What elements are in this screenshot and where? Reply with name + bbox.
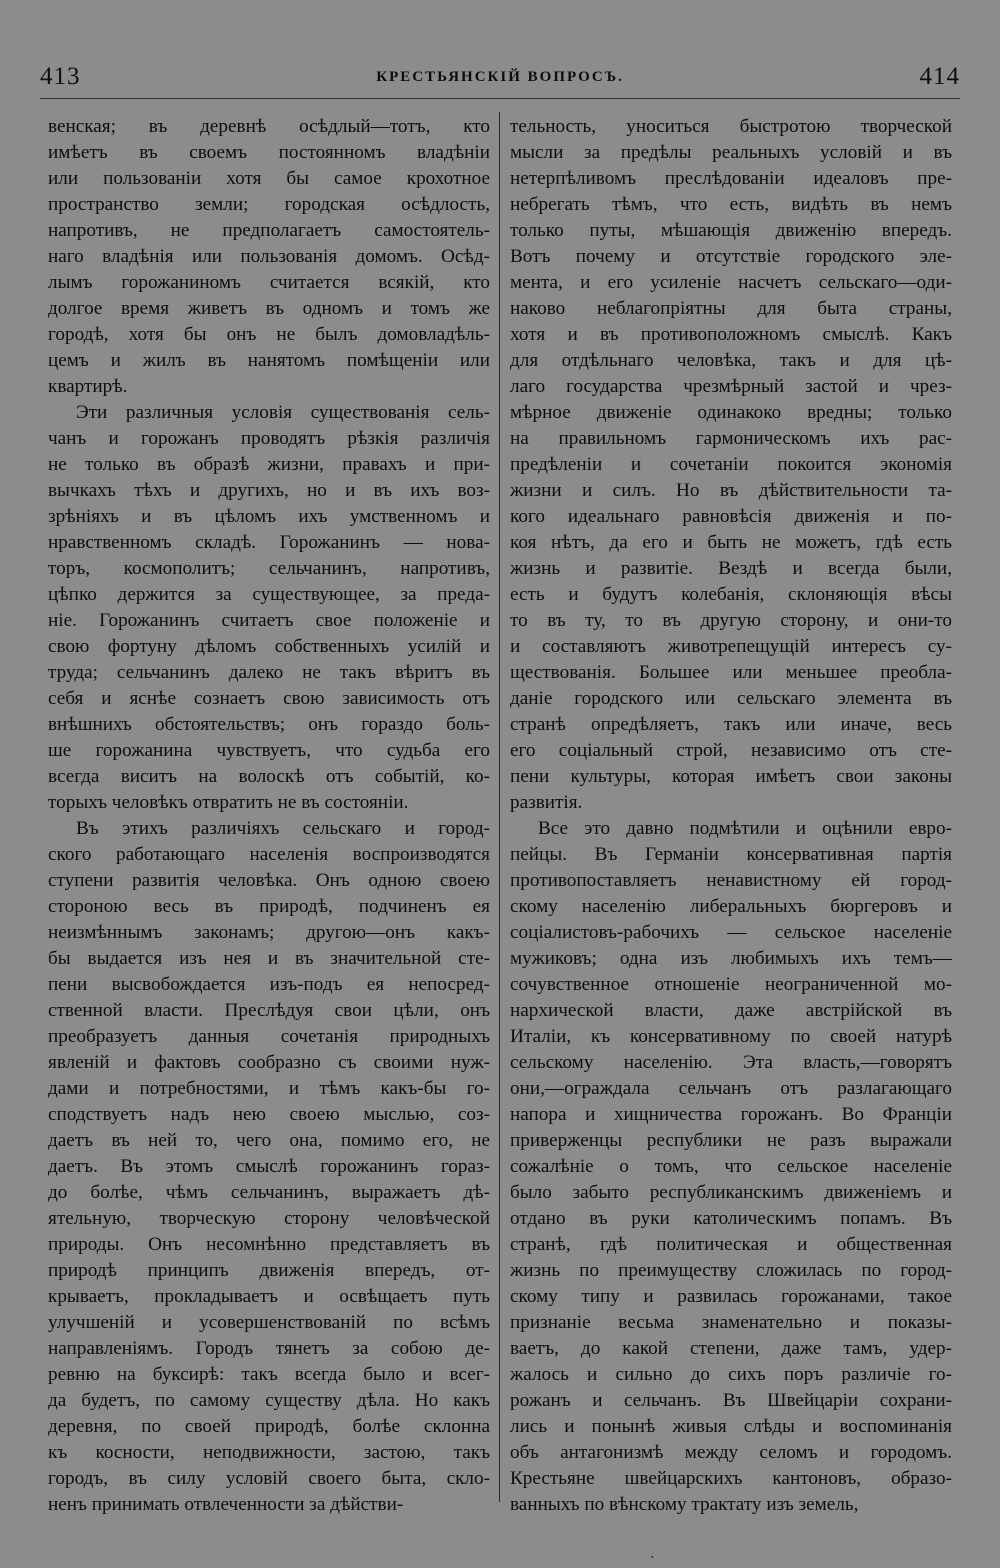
text-line: есть и будутъ колебанія, склоняющія вѣсы bbox=[510, 584, 952, 605]
text-line: сельскому населенію. Эта власть,—говорятъ bbox=[510, 1052, 952, 1073]
text-line: пейцы. Въ Германіи консервативная партія bbox=[510, 844, 952, 865]
text-line: было забыто республиканскимъ движеніемъ и bbox=[510, 1182, 952, 1203]
text-line: ненъ принимать отвлеченности за дѣйстви- bbox=[48, 1494, 404, 1515]
text-line: ского работающаго населенія воспроизводятся bbox=[48, 844, 490, 865]
text-line: ревню на буксирѣ: такъ всегда было и всег- bbox=[48, 1364, 490, 1385]
text-line: признаніе весьма знаменательно и показы- bbox=[510, 1312, 952, 1333]
text-line: улучшеній и усовершенствованій по всѣмъ bbox=[48, 1312, 490, 1333]
text-line: напротивъ, не предполагаетъ самостоятель- bbox=[48, 220, 490, 241]
text-line: развитія. bbox=[510, 792, 583, 813]
text-line: направленіямъ. Городъ тянетъ за собою де- bbox=[48, 1338, 490, 1359]
header-rule bbox=[40, 98, 960, 99]
text-line: лись и понынѣ живыя слѣды и воспоминанія bbox=[510, 1416, 952, 1437]
text-line: внѣшнихъ обстоятельствъ; онъ гораздо боль- bbox=[48, 714, 490, 735]
text-line: венская; въ деревнѣ осѣдлый—тотъ, кто bbox=[48, 116, 490, 137]
text-line: наково неблагопріятны для быта страны, bbox=[510, 298, 952, 319]
text-line: Крестьяне швейцарскихъ кантоновъ, образо- bbox=[510, 1468, 952, 1489]
text-line: цемъ и жилъ въ нанятомъ помѣщеніи или bbox=[48, 350, 490, 371]
text-line: да будетъ, по самому существу дѣла. Но какъ bbox=[48, 1390, 490, 1411]
text-line: ществованія. Большее или меньшее преобла- bbox=[510, 662, 952, 683]
text-line: напора и хищничества горожанъ. Во Франціи bbox=[510, 1104, 952, 1125]
text-line: Эти различныя условія существованія сель- bbox=[76, 402, 490, 423]
page-header bbox=[40, 60, 960, 94]
text-line: даніе городского или сельскаго элемента въ bbox=[510, 688, 952, 709]
text-line: труда; сельчанинъ далеко не такъ вѣритъ въ bbox=[48, 662, 490, 683]
text-line: торыхъ человѣкъ отвратить не въ состояніи. bbox=[48, 792, 409, 813]
text-line: чанъ и горожанъ проводятъ рѣзкія различія bbox=[48, 428, 490, 449]
text-line: сочувственное отношеніе неограниченной мо- bbox=[510, 974, 952, 995]
text-line: коя нѣтъ, да его и быть не можетъ, гдѣ есть bbox=[510, 532, 952, 553]
text-line: для отдѣльнаго человѣка, такъ и для цѣ- bbox=[510, 350, 952, 371]
text-line: къ косности, неподвижности, застою, такъ bbox=[48, 1442, 490, 1463]
text-line: только путы, мѣшающія движенію впередъ. bbox=[510, 220, 952, 241]
text-line: мысли за предѣлы реальныхъ условій и въ bbox=[510, 142, 952, 163]
text-line: кого идеальнаго равновѣсія движенія и по- bbox=[510, 506, 952, 527]
text-line: нравственномъ складѣ. Горожанинъ — нова- bbox=[48, 532, 490, 553]
text-line: Все это давно подмѣтили и оцѣнили евро- bbox=[538, 818, 952, 839]
text-line: тельность, уноситься быстротою творческой bbox=[510, 116, 952, 137]
text-line: на правильномъ гармоническомъ ихъ рас- bbox=[510, 428, 952, 449]
text-line: неизмѣннымъ законамъ; другою—онъ какъ- bbox=[48, 922, 490, 943]
right-column bbox=[510, 114, 952, 1518]
text-line: нетерпѣливомъ преслѣдованіи идеаловъ пре- bbox=[510, 168, 952, 189]
text-line: и составляютъ животрепещущій интересъ су- bbox=[510, 636, 952, 657]
text-line: мужиковъ; одна изъ любимыхъ ихъ темъ— bbox=[510, 948, 952, 969]
text-line: рожанъ и сельчанъ. Въ Швейцаріи сохрани- bbox=[510, 1390, 952, 1411]
text-line: сожалѣніе о томъ, что сельское населеніе bbox=[510, 1156, 952, 1177]
text-line: преобразуетъ данныя сочетанія природныхъ bbox=[48, 1026, 490, 1047]
text-line: себя и яснѣе сознаетъ свою зависимость отъ bbox=[48, 688, 490, 709]
text-line: городъ, въ силу условій своего быта, скло- bbox=[48, 1468, 490, 1489]
text-line: Италіи, къ консервативному по своей натурѣ bbox=[510, 1026, 952, 1047]
text-line: лаго государства чрезмѣрный застой и чрез- bbox=[510, 376, 952, 397]
text-line: то въ ту, то въ другую сторону, и они-то bbox=[510, 610, 952, 631]
text-line: Вотъ почему и отсутствіе городского эле- bbox=[510, 246, 952, 267]
text-line: Въ этихъ различіяхъ сельскаго и город- bbox=[76, 818, 490, 839]
text-line: торъ, космополитъ; сельчанинъ, напротивъ, bbox=[48, 558, 490, 579]
text-line: или пользованіи хотя бы самое крохотное bbox=[48, 168, 490, 189]
stray-mark: ˏ bbox=[650, 1544, 655, 1559]
column-divider bbox=[499, 112, 500, 1502]
text-line: наго владѣнія или пользованія домомъ. Осѣд- bbox=[48, 246, 490, 267]
text-line: природѣ принципъ движенія впередъ, от- bbox=[48, 1260, 490, 1281]
text-line: зрѣніяхъ и въ цѣломъ ихъ умственномъ и bbox=[48, 506, 490, 527]
text-line: свою фортуну дѣломъ собственныхъ усилій и bbox=[48, 636, 490, 657]
text-line: мента, и его усиленіе насчетъ сельскаго—оди- bbox=[510, 272, 952, 293]
text-line: противопоставляетъ ненавистному ей город- bbox=[510, 870, 952, 891]
text-line: ніе. Горожанинъ считаетъ свое положеніе и bbox=[48, 610, 490, 631]
text-line: пени культуры, которая имѣетъ свои законы bbox=[510, 766, 952, 787]
text-line: нархической власти, даже австрійской въ bbox=[510, 1000, 952, 1021]
text-line: объ антагонизмѣ между селомъ и городомъ. bbox=[510, 1442, 952, 1463]
text-line: жизни и силъ. Но въ дѣйствительности та- bbox=[510, 480, 952, 501]
text-line: цѣпко держится за существующее, за преда- bbox=[48, 584, 490, 605]
text-line: небрегать тѣмъ, что есть, видѣть въ немъ bbox=[510, 194, 952, 215]
text-line: скому населенію либеральныхъ бюргеровъ и bbox=[510, 896, 952, 917]
text-line: они,—ограждала сельчанъ отъ разлагающаго bbox=[510, 1078, 952, 1099]
text-line: жизнь и развитіе. Вездѣ и всегда были, bbox=[510, 558, 952, 579]
text-line: мѣрное движеніе одинакоко вредны; только bbox=[510, 402, 952, 423]
text-line: странѣ, гдѣ политическая и общественная bbox=[510, 1234, 952, 1255]
right-page-number: 414 bbox=[919, 63, 960, 90]
running-title: КРЕСТЬЯНСКІЙ ВОПРОСЪ. bbox=[376, 68, 624, 85]
text-line: пространство земли; городская осѣдлость, bbox=[48, 194, 490, 215]
text-line: соціалистовъ-рабочихъ — сельское населеніе bbox=[510, 922, 952, 943]
text-line: квартирѣ. bbox=[48, 376, 128, 397]
text-line: не только въ образѣ жизни, правахъ и при- bbox=[48, 454, 490, 475]
text-line: ственной власти. Преслѣдуя свои цѣли, онъ bbox=[48, 1000, 490, 1021]
text-line: крываетъ, прокладываетъ и освѣщаетъ путь bbox=[48, 1286, 490, 1307]
text-line: ваетъ, до какой степени, даже тамъ, удер- bbox=[510, 1338, 952, 1359]
text-line: пени высвобождается изъ-подъ ея непосред- bbox=[48, 974, 490, 995]
left-page-number: 413 bbox=[40, 63, 81, 90]
text-line: до болѣе, чѣмъ сельчанинъ, выражаетъ дѣ- bbox=[48, 1182, 490, 1203]
text-line: странѣ опредѣляетъ, такъ или иначе, весь bbox=[510, 714, 952, 735]
text-line: природы. Онъ несомнѣнно представляетъ въ bbox=[48, 1234, 490, 1255]
text-line: предѣленіи и сочетаніи покоится экономія bbox=[510, 454, 952, 475]
text-line: ятельную, творческую сторону человѣческой bbox=[48, 1208, 490, 1229]
text-line: ванныхъ по вѣнскому трактату изъ земель, bbox=[510, 1494, 859, 1515]
text-line: жизнь по преимуществу сложилась по город- bbox=[510, 1260, 952, 1281]
text-line: вычкахъ тѣхъ и другихъ, но и въ ихъ воз- bbox=[48, 480, 490, 501]
text-line: бы выдается изъ нея и въ значительной сте- bbox=[48, 948, 490, 969]
text-line: городѣ, хотя бы онъ не былъ домовладѣль- bbox=[48, 324, 490, 345]
text-line: сподствуетъ надъ нею своею мыслью, соз- bbox=[48, 1104, 490, 1125]
text-line: отдано въ руки католическимъ попамъ. Въ bbox=[510, 1208, 952, 1229]
text-line: стороною весь въ природѣ, подчиненъ ея bbox=[48, 896, 490, 917]
text-line: ступени развитія человѣка. Онъ одною своею bbox=[48, 870, 490, 891]
text-line: ше горожанина чувствуетъ, что судьба его bbox=[48, 740, 490, 761]
text-line: приверженцы республики не разъ выражали bbox=[510, 1130, 952, 1151]
text-line: скому типу и развилась горожанами, такое bbox=[510, 1286, 952, 1307]
text-line: явленій и фактовъ сообразно съ своими нуж- bbox=[48, 1052, 490, 1073]
text-line: жалось и сильно до сихъ поръ различіе го- bbox=[510, 1364, 952, 1385]
text-line: даетъ въ ней то, чего она, помимо его, не bbox=[48, 1130, 490, 1151]
text-line: деревня, по своей природѣ, болѣе склонна bbox=[48, 1416, 490, 1437]
text-line: долгое время живетъ въ одномъ и томъ же bbox=[48, 298, 490, 319]
text-line: имѣетъ въ своемъ постоянномъ владѣніи bbox=[48, 142, 490, 163]
text-line: даетъ. Въ этомъ смыслѣ горожанинъ гораз- bbox=[48, 1156, 490, 1177]
text-line: его соціальный строй, независимо отъ сте- bbox=[510, 740, 952, 761]
text-line: дами и потребностями, и тѣмъ какъ-бы го- bbox=[48, 1078, 490, 1099]
text-line: хотя и въ противоположномъ смыслѣ. Какъ bbox=[510, 324, 952, 345]
text-line: лымъ горожаниномъ считается всякій, кто bbox=[48, 272, 490, 293]
left-column bbox=[48, 114, 490, 1518]
text-line: всегда виситъ на волоскѣ отъ событій, ко- bbox=[48, 766, 490, 787]
